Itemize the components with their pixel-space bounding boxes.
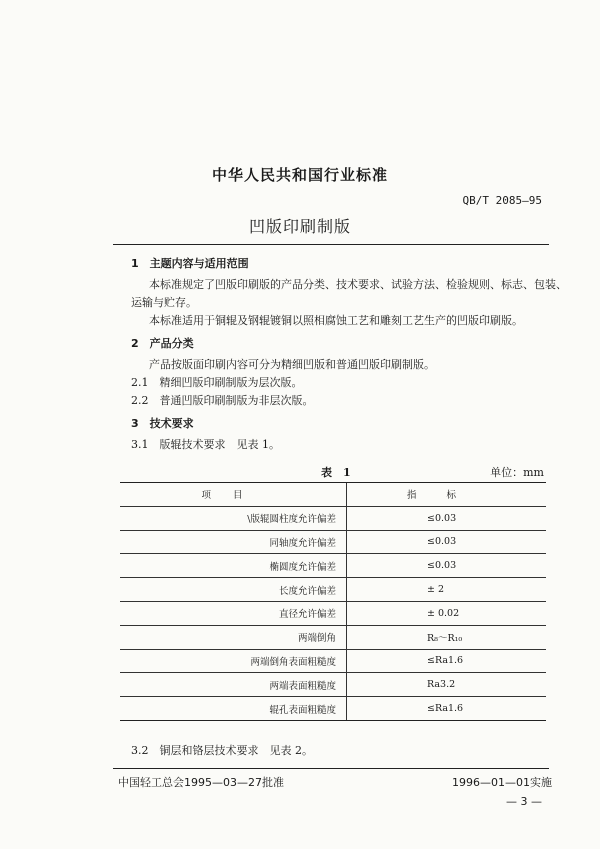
row-value: R₈～R₁₀ (347, 625, 547, 649)
clause-2-1: 2.1 精细凹版印刷制版为层次版。 (131, 376, 303, 389)
section-3-heading: 3 技术要求 (131, 417, 194, 430)
table-row (120, 530, 546, 554)
table-row (120, 578, 546, 602)
row-item: 同轴度允许偏差 (120, 530, 347, 554)
standard-title: 中华人民共和国行业标准 (211, 166, 388, 184)
table-row (120, 554, 546, 578)
row-value: ≤0.03 (347, 506, 547, 530)
section-2-paragraph: 产品按版面印刷内容可分为精细凹版和普通凹版印刷制版。 (149, 358, 435, 371)
spec-table (120, 482, 546, 721)
table-header-row (120, 483, 546, 507)
row-item: 直径允许偏差 (120, 601, 347, 625)
row-value: Ra3.2 (347, 673, 547, 697)
row-item: \版辊圆柱度允许偏差 (120, 506, 347, 530)
footer-rule (113, 768, 549, 769)
clause-2-2: 2.2 普通凹版印刷制版为非层次版。 (131, 394, 314, 407)
header-index: 指标 (347, 483, 547, 507)
standard-code: QB/T 2085—95 (462, 194, 542, 207)
row-value: ± 2 (347, 578, 547, 602)
row-item: 辊孔表面粗糙度 (120, 697, 347, 721)
table-unit: 单位：mm (490, 466, 544, 479)
table-row (120, 673, 546, 697)
row-item: 两端倒角 (120, 625, 347, 649)
section-1-paragraph-1a: 本标准规定了凹版印刷版的产品分类、技术要求、试验方法、检验规则、标志、包装、 (149, 278, 567, 291)
clause-3-2: 3.2 铜层和铬层技术要求 见表 2。 (131, 744, 313, 757)
page-number: — 3 — (506, 795, 542, 808)
section-1-heading: 1 主题内容与适用范围 (131, 257, 249, 270)
row-value: ≤0.03 (347, 530, 547, 554)
row-value: ± 0.02 (347, 601, 547, 625)
row-item: 两端表面粗糙度 (120, 673, 347, 697)
header-item: 项目 (120, 483, 347, 507)
table-row (120, 649, 546, 673)
document-title: 凹版印刷制版 (248, 217, 351, 236)
implementation-date: 1996—01—01实施 (452, 776, 552, 789)
table-caption: 表 1 (321, 466, 351, 479)
row-value: ≤Ra1.6 (347, 697, 547, 721)
row-item: 长度允许偏差 (120, 578, 347, 602)
table-row (120, 625, 546, 649)
table-row (120, 601, 546, 625)
approval-date: 中国轻工总会1995—03—27批准 (118, 776, 284, 789)
row-value: ≤0.03 (347, 554, 547, 578)
row-item: 两端倒角表面粗糙度 (120, 649, 347, 673)
section-1-paragraph-2: 本标准适用于铜辊及钢辊镀铜以照相腐蚀工艺和雕刻工艺生产的凹版印刷版。 (149, 314, 523, 327)
section-1-paragraph-1b: 运输与贮存。 (131, 296, 197, 309)
clause-3-1: 3.1 版辊技术要求 见表 1。 (131, 438, 280, 451)
header-rule (113, 244, 549, 245)
row-value: ≤Ra1.6 (347, 649, 547, 673)
section-2-heading: 2 产品分类 (131, 337, 194, 350)
table-row (120, 506, 546, 530)
table-row (120, 697, 546, 721)
row-item: 椭圆度允许偏差 (120, 554, 347, 578)
